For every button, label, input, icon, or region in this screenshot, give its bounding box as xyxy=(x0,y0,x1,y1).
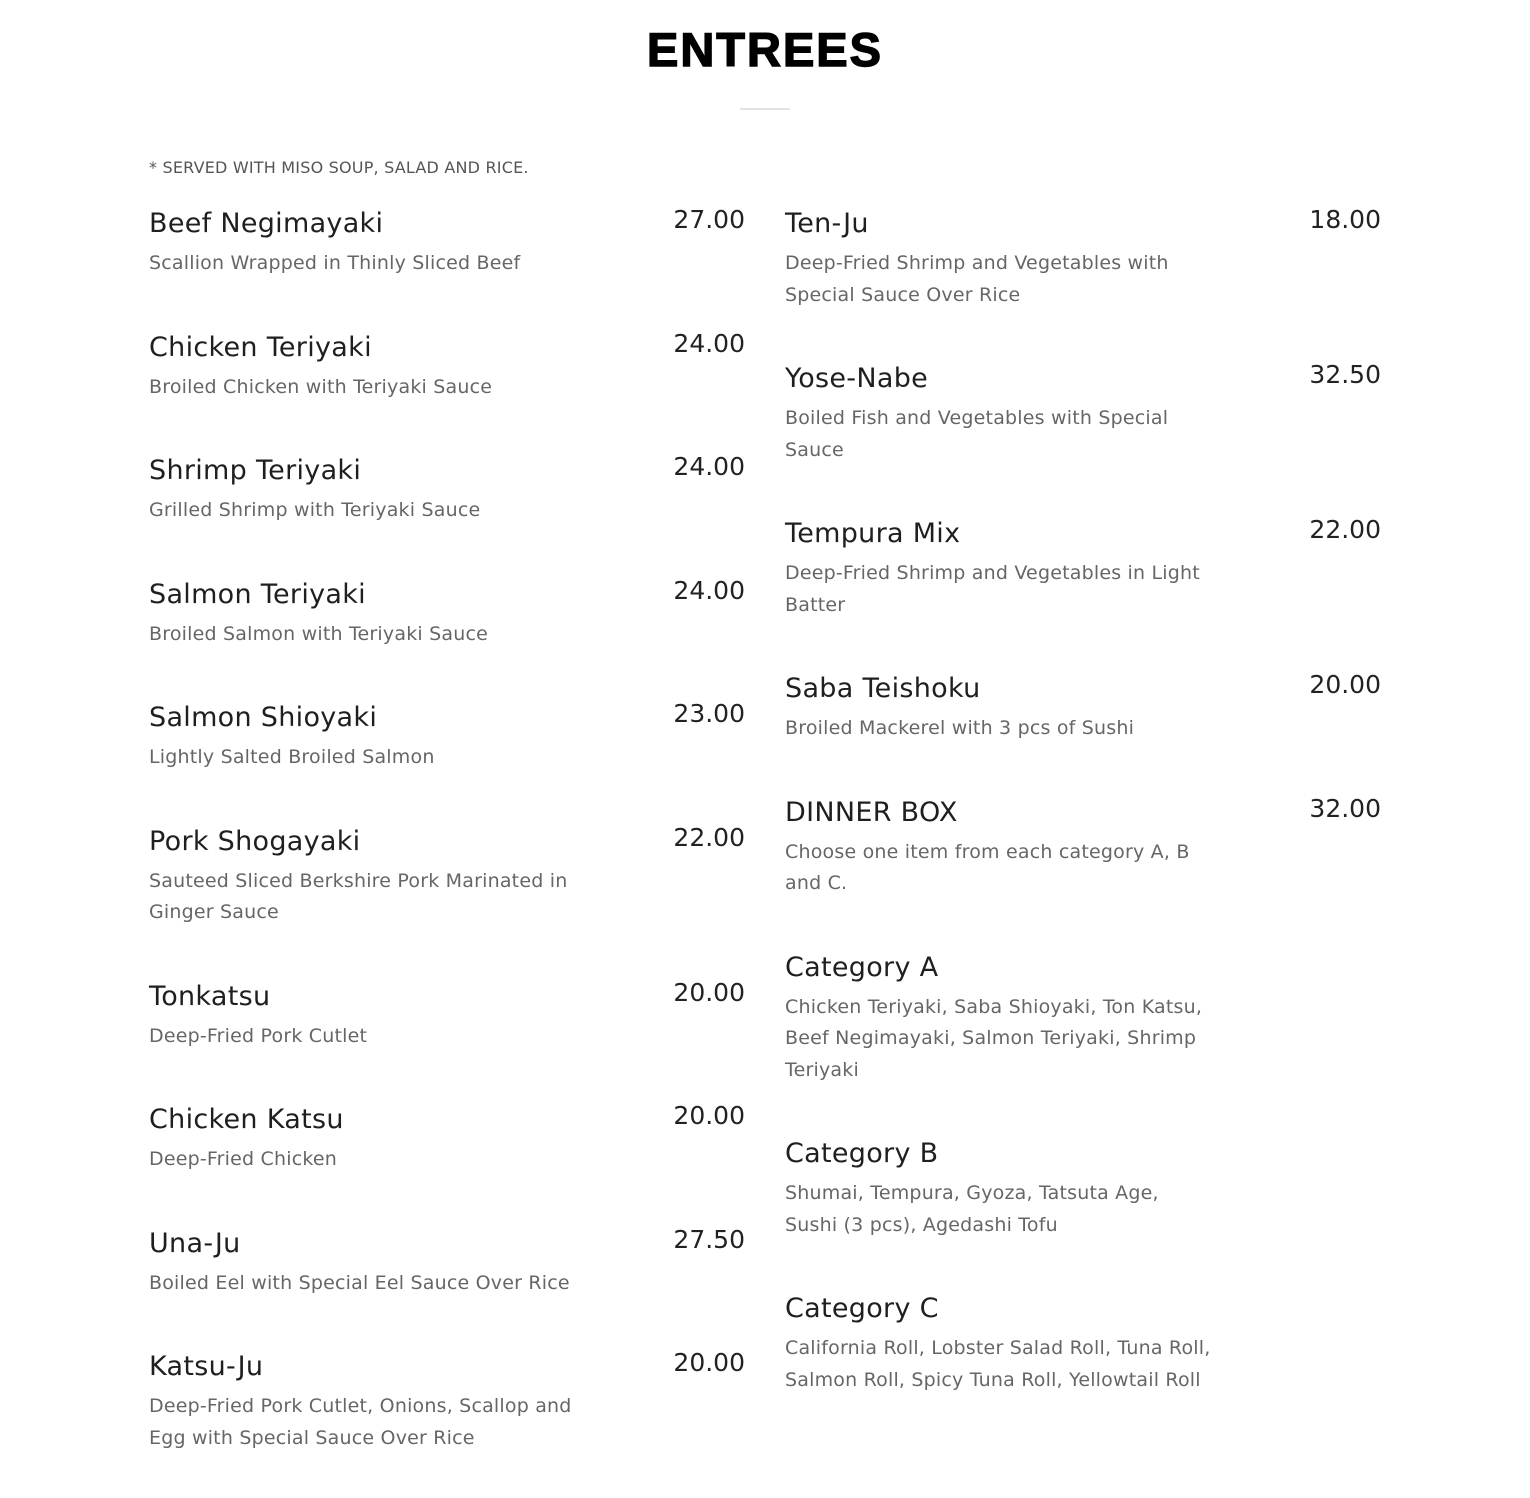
menu-item-description: Choose one item from each category A, B and C. xyxy=(785,840,1190,894)
menu-item-description: Sauteed Sliced Berkshire Pork Marinated in Ginger Sauce xyxy=(149,869,568,923)
menu-item-price: 22.00 xyxy=(673,822,745,852)
menu-item xyxy=(149,694,745,774)
menu-item-description: Boiled Fish and Vegetables with Special Sauce xyxy=(785,407,1169,461)
menu-item-description: Scallion Wrapped in Thinly Sliced Beef xyxy=(149,252,521,274)
menu-item-price: 22.00 xyxy=(1309,515,1381,544)
menu-item xyxy=(785,355,1381,466)
menu-item-description: Broiled Chicken with Teriyaki Sauce xyxy=(149,375,493,398)
menu-item-name: Tempura Mix xyxy=(785,518,961,549)
menu-item xyxy=(149,1096,745,1176)
menu-item xyxy=(785,665,1381,745)
menu-item-price: 24.00 xyxy=(673,328,745,358)
page-title: ENTREES xyxy=(647,23,883,76)
menu-item-price: 20.00 xyxy=(1309,670,1381,699)
menu-category xyxy=(785,1285,1381,1396)
menu-item xyxy=(149,200,745,280)
menu-item-price: 27.50 xyxy=(673,1224,745,1254)
menu-item-name: Ten-Ju xyxy=(785,208,869,239)
menu-category-name: Category C xyxy=(785,1293,939,1324)
menu-item xyxy=(149,571,745,651)
served-with-note: * SERVED WITH MISO SOUP, SALAD AND RICE. xyxy=(149,158,529,177)
menu-item-description: Deep-Fried Shrimp and Vegetables with Special Sauce Over Rice xyxy=(785,252,1169,306)
menu-item xyxy=(149,1220,745,1300)
menu-item-price: 24.00 xyxy=(673,452,745,481)
menu-item-description: Deep-Fried Pork Cutlet, Onions, Scallop and Egg with Special Sauce Over Rice xyxy=(149,1395,572,1449)
menu-item xyxy=(785,789,1381,900)
menu-item-name: Una-Ju xyxy=(149,1227,241,1259)
menu-item-description: Deep-Fried Pork Cutlet xyxy=(149,1024,368,1047)
menu-item-price: 20.00 xyxy=(673,977,745,1007)
menu-item-name: DINNER BOX xyxy=(785,796,958,828)
menu-item-description: Broiled Mackerel with 3 pcs of Sushi xyxy=(785,717,1135,739)
menu-item-price: 20.00 xyxy=(673,1348,745,1377)
menu-item-name: Yose-Nabe xyxy=(785,363,929,394)
menu-item xyxy=(149,324,745,404)
menu-item xyxy=(149,973,745,1053)
menu-item-name: Chicken Teriyaki xyxy=(149,331,372,363)
menu-item-price: 23.00 xyxy=(673,699,745,728)
menu-item-description: Broiled Salmon with Teriyaki Sauce xyxy=(149,622,488,645)
menu-item-name: Salmon Teriyaki xyxy=(149,578,366,610)
menu-item-name: Katsu-Ju xyxy=(149,1351,264,1382)
menu-item-price: 20.00 xyxy=(673,1101,745,1130)
menu-category xyxy=(785,944,1381,1087)
menu-item-name: Beef Negimayaki xyxy=(149,208,384,239)
menu-category-description: Shumai, Tempura, Gyoza, Tatsuta Age, Sushi (3 pcs), Agedashi Tofu xyxy=(785,1182,1159,1236)
menu-item-price: 32.00 xyxy=(1309,793,1381,823)
menu-item-name: Shrimp Teriyaki xyxy=(149,455,362,486)
menu-item xyxy=(785,200,1381,311)
menu-item-name: Pork Shogayaki xyxy=(149,825,361,857)
menu-category-description: Chicken Teriyaki, Saba Shioyaki, Ton Katsu, Beef Negimayaki, Salmon Teriyaki, Shrimp Teriyaki xyxy=(785,995,1203,1081)
menu-category-description: California Roll, Lobster Salad Roll, Tuna Roll, Salmon Roll, Spicy Tuna Roll, Yellowtail Roll xyxy=(785,1337,1211,1391)
menu-item-name: Saba Teishoku xyxy=(785,673,981,704)
menu-item-price: 27.00 xyxy=(673,205,745,234)
menu-item xyxy=(149,447,745,527)
menu-item-description: Deep-Fried Chicken xyxy=(149,1148,338,1170)
menu-item-description: Lightly Salted Broiled Salmon xyxy=(149,746,435,768)
menu-column-right xyxy=(785,200,1381,1440)
menu-item-price: 18.00 xyxy=(1309,205,1381,234)
menu-item-name: Salmon Shioyaki xyxy=(149,702,378,733)
menu-category xyxy=(785,1130,1381,1241)
menu-item xyxy=(785,510,1381,621)
menu-item-price: 24.00 xyxy=(673,575,745,605)
menu-column-left xyxy=(149,200,745,1498)
menu-item xyxy=(149,818,745,929)
menu-category-name: Category B xyxy=(785,1138,939,1169)
menu-item-name: Chicken Katsu xyxy=(149,1104,344,1135)
menu-item-name: Tonkatsu xyxy=(149,980,271,1012)
menu-item-description: Deep-Fried Shrimp and Vegetables in Light Batter xyxy=(785,562,1200,616)
menu-category-name: Category A xyxy=(785,951,939,983)
title-divider xyxy=(740,108,790,110)
menu-item-description: Grilled Shrimp with Teriyaki Sauce xyxy=(149,499,481,521)
menu-item-price: 32.50 xyxy=(1309,360,1381,389)
menu-item-description: Boiled Eel with Special Eel Sauce Over Rice xyxy=(149,1271,570,1294)
menu-item xyxy=(149,1343,745,1454)
